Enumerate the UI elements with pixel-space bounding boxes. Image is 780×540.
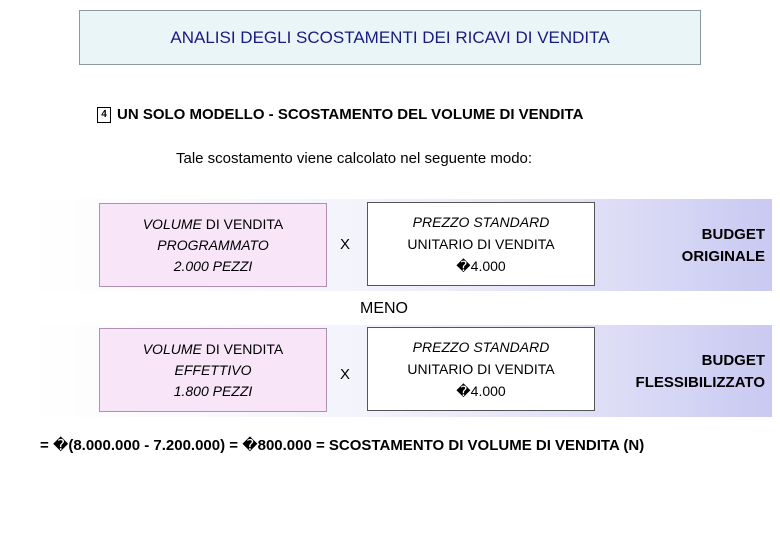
- euro-symbol: �: [242, 437, 258, 454]
- volume-quantity: 2.000 PEZZI: [173, 257, 253, 274]
- multiply-sign: X: [340, 366, 351, 383]
- multiply-sign: X: [340, 236, 351, 253]
- price-value: �4.000: [456, 258, 506, 274]
- price-box-standard: [367, 202, 595, 286]
- volume-box-effettivo: [99, 328, 327, 412]
- separator-meno: MENO: [360, 300, 408, 317]
- section-heading-text: UN SOLO MODELLO - SCOSTAMENTO DEL VOLUME DI VENDITA: [117, 106, 584, 123]
- volume-box-programmato: [99, 203, 327, 287]
- volume-type: EFFETTIVO: [174, 361, 252, 378]
- price-label: PREZZO STANDARD: [412, 214, 550, 230]
- budget-originale-label: BUDGET ORIGINALE: [681, 226, 765, 265]
- price-value: �4.000: [456, 383, 506, 399]
- euro-symbol: �: [52, 437, 69, 454]
- formula-result: = �(8.000.000 - 7.200.000) = �800.000 = SCOSTAMENTO DI VOLUME DI VENDITA (N): [40, 437, 645, 454]
- volume-type: PROGRAMMATO: [157, 236, 269, 253]
- intro-text: Tale scostamento viene calcolato nel seguente modo:: [176, 150, 533, 167]
- price-sublabel: UNITARIO DI VENDITA: [407, 236, 555, 252]
- bullet-icon: 4: [97, 107, 111, 123]
- budget-flessibilizzato-label: BUDGET FLESSIBILIZZATO: [635, 352, 765, 391]
- volume-quantity: 1.800 PEZZI: [173, 382, 253, 399]
- page-title: ANALISI DEGLI SCOSTAMENTI DEI RICAVI DI VENDITA: [170, 27, 610, 47]
- title-box: [79, 10, 701, 65]
- price-label: PREZZO STANDARD: [412, 339, 550, 355]
- volume-label: VOLUME DI VENDITA: [142, 215, 284, 232]
- price-sublabel: UNITARIO DI VENDITA: [407, 361, 555, 377]
- price-box-standard: [367, 327, 595, 411]
- volume-label: VOLUME DI VENDITA: [142, 340, 284, 357]
- section-heading: [97, 106, 583, 123]
